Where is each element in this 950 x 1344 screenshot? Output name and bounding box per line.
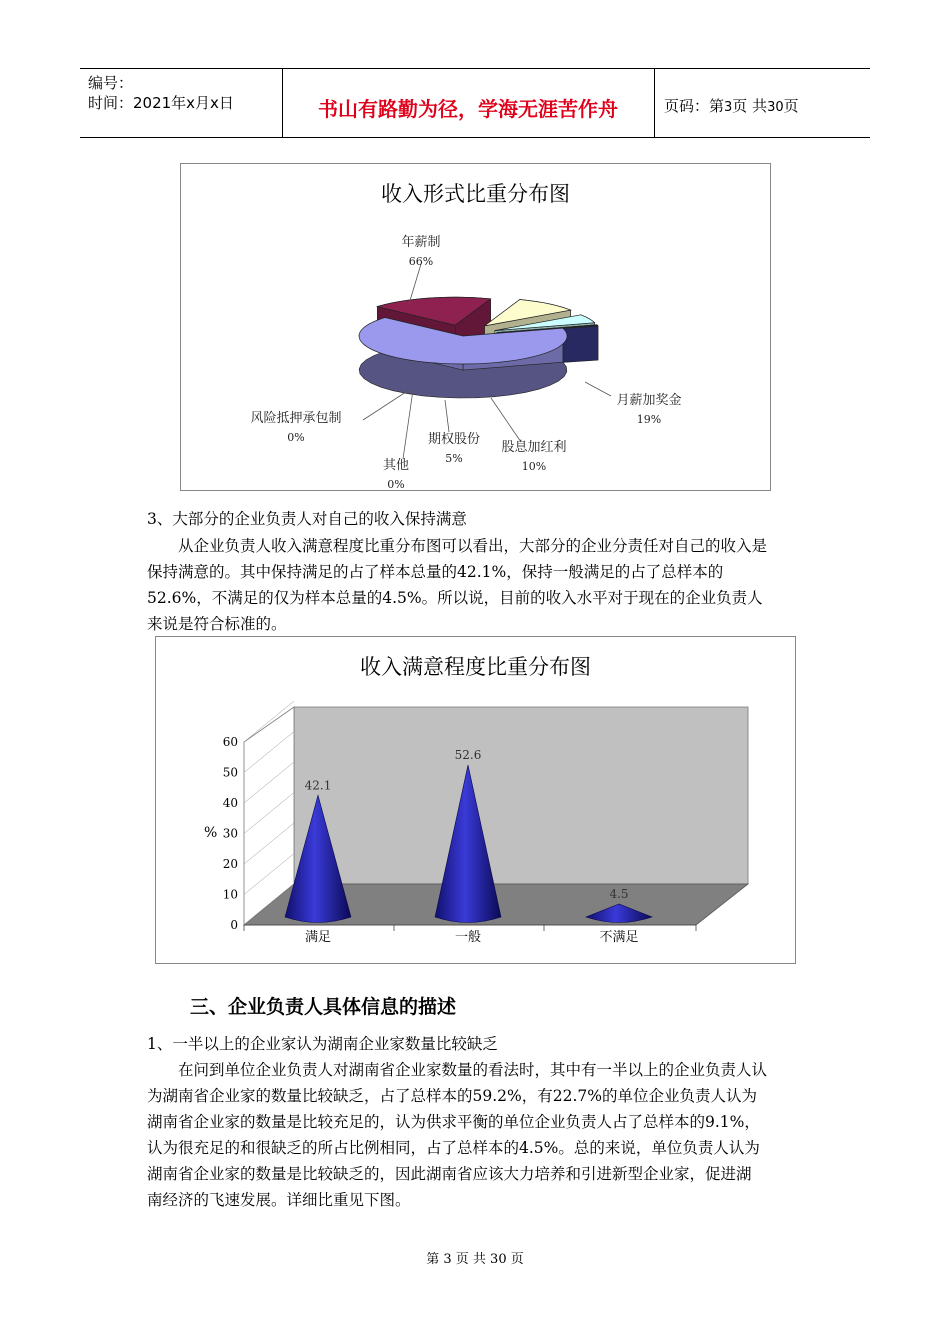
page-number: 3 [724, 100, 733, 115]
paragraph-line: 湖南省企业家的数量是比较缺乏的，因此湖南省应该大力培养和引进新型企业家，促进湖 [147, 1165, 752, 1183]
cone-y-ticks [223, 735, 238, 932]
paragraph-line: 湖南省企业家的数量是比较充足的，认为供求平衡的单位企业负责人占了总样本的9.1%， [147, 1113, 760, 1131]
x-category-label-1: 一般 [454, 930, 482, 945]
page-prefix: 页码：第 [664, 97, 725, 115]
header-meta-cell [80, 69, 283, 137]
pie-chart-box [180, 163, 771, 491]
cone-chart-svg [156, 637, 795, 963]
pie-label-value: 66% [408, 255, 434, 268]
page-indicator [664, 95, 799, 116]
header-motto-cell [282, 69, 655, 137]
pie-label-value: 0% [387, 478, 405, 491]
chart-back-wall [294, 707, 748, 884]
y-tick-label: 30 [222, 826, 238, 841]
pie-label-name: 期权股份 [427, 432, 480, 447]
pie-label-name: 月薪加奖金 [616, 393, 682, 408]
motto: 书山有路勤为径，学海无涯苦作舟 [318, 97, 618, 121]
pie-label-value: 10% [521, 460, 547, 473]
pie-label-value: 0% [287, 431, 305, 444]
x-category-label-0: 满足 [304, 930, 332, 945]
pie-leader-3 [445, 400, 449, 432]
paragraph-line: 为湖南省企业家的数量比较缺乏，占了总样本的59.2%，有22.7%的单位企业负责人认为 [147, 1087, 757, 1105]
section3-title: 三、企业负责人具体信息的描述 [190, 996, 457, 1018]
cone-y-label: % [204, 825, 218, 841]
y-tick-label: 40 [222, 796, 238, 810]
paragraph-line: 从企业负责人收入满意程度比重分布图可以看出，大部分的企业分责任对自己的收入是 [178, 537, 768, 555]
paragraph-line: 南经济的飞速发展。详细比重见下图。 [147, 1191, 411, 1209]
number-label: 编号： [88, 74, 134, 92]
cone-value-label-0: 42.1 [304, 778, 332, 793]
y-tick-label: 60 [222, 735, 238, 749]
cone-chart-box [155, 636, 796, 964]
item1-title: 1、一半以上的企业家认为湖南企业家数量比较缺乏 [147, 1035, 498, 1053]
page-mid: 页 共 [732, 97, 768, 115]
pie-label-name: 年薪制 [401, 235, 441, 250]
item3-title: 3、大部分的企业负责人对自己的收入保持满意 [147, 510, 467, 528]
pie-label-risk-contract [236, 409, 356, 447]
pie-leader-1 [585, 382, 611, 396]
pie-label-value: 19% [636, 413, 662, 426]
pie-label-name: 股息加红利 [501, 440, 567, 455]
cone-value-label-2: 4.5 [609, 887, 629, 901]
pie-label-name: 风险抵押承包制 [250, 411, 342, 426]
cone-value-label-1: 52.6 [454, 748, 482, 762]
paragraph-line: 保持满意的。其中保持满足的占了样本总量的42.1%，保持一般满足的占了总样本的 [147, 563, 724, 581]
paragraph-line: 在问到单位企业负责人对湖南省企业家数量的看法时，其中有一半以上的企业负责人认 [178, 1061, 768, 1079]
time-label: 时间：2021年x月x日 [88, 94, 234, 112]
pie-label-stock-option [414, 430, 494, 468]
cone-chart-title: 收入满意程度比重分布图 [360, 655, 591, 679]
cone-categories [244, 925, 696, 945]
y-tick-label: 0 [230, 918, 238, 932]
y-tick-label: 50 [222, 765, 238, 780]
page-suffix: 页 [783, 97, 799, 115]
x-category-label-2: 不满足 [599, 930, 639, 945]
paragraph-line: 来说是符合标准的。 [147, 615, 287, 633]
pie-label-name: 其他 [382, 458, 409, 473]
pie-label-other [366, 456, 426, 494]
header-page-cell [654, 69, 870, 137]
pie-leader-2 [491, 398, 521, 442]
item1-paragraph [147, 1057, 807, 1213]
page-total: 30 [767, 100, 784, 115]
pie-label-annual-salary [381, 233, 461, 271]
pie-chart-title: 收入形式比重分布图 [381, 182, 570, 206]
pie-label-value: 5% [445, 452, 463, 465]
document-header [80, 68, 870, 138]
pie-label-monthly-bonus [609, 391, 689, 429]
pie-leader-4 [403, 390, 413, 459]
paragraph-line: 52.6%，不满足的仅为样本总量的4.5%。所以说，目前的收入水平对于现在的企业负责人 [147, 589, 763, 607]
item3-paragraph [147, 533, 807, 637]
y-tick-label: 20 [222, 857, 238, 871]
pie-slices [359, 297, 598, 398]
pie-leader-5 [363, 390, 409, 420]
y-tick-label: 10 [222, 887, 238, 902]
page-footer: 第 3 页 共 30 页 [426, 1252, 524, 1267]
paragraph-line: 认为很充足的和很缺乏的所占比例相同，占了总样本的4.5%。总的来说，单位负责人认为 [147, 1139, 760, 1157]
pie-label-dividend [494, 438, 574, 476]
